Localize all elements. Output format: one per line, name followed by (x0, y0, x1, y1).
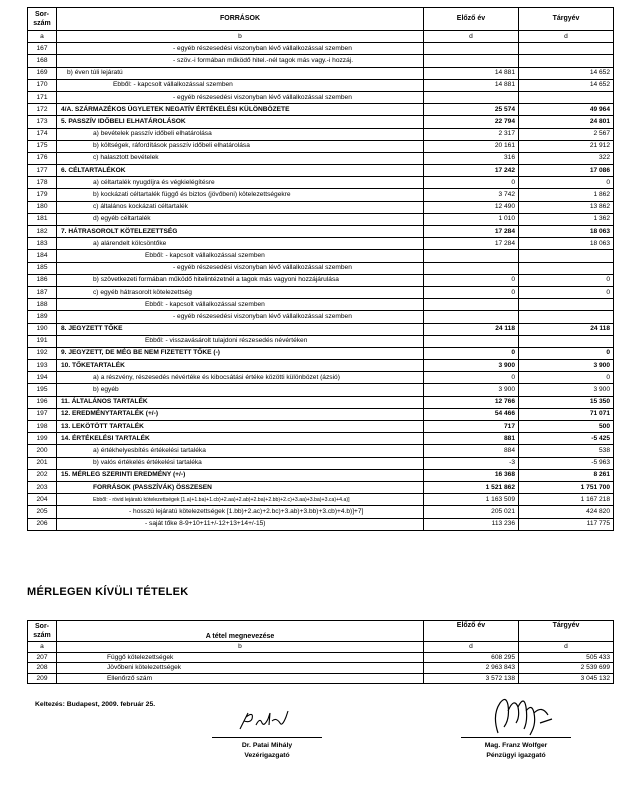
current-year-value (519, 299, 614, 311)
current-year-value: 1 862 (519, 189, 614, 201)
current-year-value (519, 250, 614, 262)
row-description: d) egyéb céltartalék (57, 213, 424, 225)
row-description: 14. ÉRTÉKELÉSI TARTALÉK (57, 433, 424, 445)
row-description: 5. PASSZÍV IDŐBELI ELHATÁROLÁSOK (57, 116, 424, 128)
row-description: Ebből: - kapcsolt vállalkozással szemben (57, 250, 424, 262)
table-row (28, 152, 614, 164)
row-number: 208 (28, 663, 57, 674)
row-number: 183 (28, 238, 57, 250)
previous-year-value: 1 163 509 (424, 494, 519, 506)
table-row (28, 165, 614, 177)
signer-name: Dr. Patai Mihály (241, 742, 293, 749)
current-year-value: 1 362 (519, 213, 614, 225)
table-row (28, 347, 614, 359)
current-year-value: 0 (519, 274, 614, 286)
current-year-value: 0 (519, 372, 614, 384)
row-number: 186 (28, 274, 57, 286)
row-number: 175 (28, 140, 57, 152)
row-description: Ebből: - kapcsolt vállalkozással szemben (57, 299, 424, 311)
previous-year-value: 3 900 (424, 384, 519, 396)
row-number: 180 (28, 201, 57, 213)
previous-year-value: 0 (424, 286, 519, 298)
current-year-value: 3 045 132 (519, 673, 614, 684)
row-number: 194 (28, 372, 57, 384)
row-description: 6. CÉLTARTALÉKOK (57, 165, 424, 177)
previous-year-value: 54 466 (424, 408, 519, 420)
previous-year-value: 0 (424, 177, 519, 189)
previous-year-value: 0 (424, 274, 519, 286)
row-description: a) a részvény, részesedés névértéke és kibocsátási értéke közötti különbözet (ázsió) (57, 372, 424, 384)
previous-year-value: 2 317 (424, 128, 519, 140)
row-description: - egyéb részesedési viszonyban lévő vállalkozással szemben (57, 43, 424, 55)
current-year-value: 3 900 (519, 360, 614, 372)
current-year-value: 71 071 (519, 408, 614, 420)
current-year-value: 3 900 (519, 384, 614, 396)
row-description: b) éven túli lejáratú (57, 67, 424, 79)
table-row (28, 67, 614, 79)
row-description: FORRÁSOK (PASSZÍVÁK) ÖSSZESEN (57, 481, 424, 493)
current-year-header: Tárgyév (519, 8, 614, 31)
previous-year-value: 2 963 843 (424, 663, 519, 674)
current-year-value: 14 652 (519, 67, 614, 79)
table-row (28, 91, 614, 103)
table-row (28, 213, 614, 225)
previous-year-value: 608 295 (424, 652, 519, 663)
row-number: 207 (28, 652, 57, 663)
row-number: 178 (28, 177, 57, 189)
current-year-value: 21 912 (519, 140, 614, 152)
row-number: 202 (28, 469, 57, 481)
current-year-value (519, 91, 614, 103)
row-number: 177 (28, 165, 57, 177)
table-row (28, 663, 614, 674)
signature-block-2 (461, 737, 571, 761)
table-row (28, 226, 614, 238)
current-year-value: 15 350 (519, 396, 614, 408)
row-description: Ebből: - rövid lejáratú kötelezettségek [1.a)+1.ba)+1.cb)+2.aa)+2.ab)+2.ba)+2.bb)+2.c)+3.aa)+3.ba)+3.ca)+4.a)] (57, 494, 424, 506)
previous-year-value: 205 021 (424, 506, 519, 518)
table-row (28, 421, 614, 433)
table-row (28, 286, 614, 298)
table-row (28, 177, 614, 189)
row-number: 169 (28, 67, 57, 79)
previous-year-value: 316 (424, 152, 519, 164)
current-year-value: 2 567 (519, 128, 614, 140)
row-number: 182 (28, 226, 57, 238)
table-row (28, 274, 614, 286)
previous-year-value: 22 794 (424, 116, 519, 128)
row-description: 4/A. SZÁRMAZÉKOS ÜGYLETEK NEGATÍV ÉRTÉKELÉSI KÜLÖNBÖZETE (57, 104, 424, 116)
table-row (28, 372, 614, 384)
row-number: 206 (28, 518, 57, 530)
previous-year-value: 14 881 (424, 79, 519, 91)
current-year-value: 14 652 (519, 79, 614, 91)
current-year-header: Tárgyév (519, 621, 614, 642)
row-number: 187 (28, 286, 57, 298)
row-description: 13. LEKÖTÖTT TARTALÉK (57, 421, 424, 433)
table-row (28, 652, 614, 663)
row-number: 203 (28, 481, 57, 493)
row-description: 11. ÁLTALÁNOS TARTALÉK (57, 396, 424, 408)
row-description: - egyéb részesedési viszonyban lévő vállalkozással szemben (57, 311, 424, 323)
row-number-header: Sor- szám (28, 8, 57, 31)
row-number: 198 (28, 421, 57, 433)
row-number: 185 (28, 262, 57, 274)
row-description: - hosszú lejáratú kötelezettségek [1.bb)+2.ac)+2.bc)+3.ab)+3.bb)+3.cb)+4.b)]+7] (57, 506, 424, 518)
current-year-value: 17 086 (519, 165, 614, 177)
previous-year-value: 881 (424, 433, 519, 445)
row-description: Ellenőrző szám (57, 673, 424, 684)
table-row (28, 104, 614, 116)
current-year-value: 24 118 (519, 323, 614, 335)
table-row (28, 360, 614, 372)
column-code: a (28, 31, 57, 43)
current-year-value: -5 963 (519, 457, 614, 469)
row-number: 209 (28, 673, 57, 684)
previous-year-header: Előző év (424, 8, 519, 31)
table-row (28, 335, 614, 347)
previous-year-value: 17 284 (424, 226, 519, 238)
column-code: d (424, 31, 519, 43)
current-year-value (519, 262, 614, 274)
current-year-value: 500 (519, 421, 614, 433)
row-description: Ebből: - visszavásárolt tulajdoni részesedés névértéken (57, 335, 424, 347)
previous-year-value: 884 (424, 445, 519, 457)
row-description: a) alárendelt kölcsöntőke (57, 238, 424, 250)
row-number: 171 (28, 91, 57, 103)
row-number: 168 (28, 55, 57, 67)
current-year-value: 424 820 (519, 506, 614, 518)
row-description: - szöv.-i formában működő hitel.-nél tagok más vagy.-i hozzáj. (57, 55, 424, 67)
row-description: a) értékhelyesbítés értékelési tartaléka (57, 445, 424, 457)
row-number: 199 (28, 433, 57, 445)
previous-year-value (424, 262, 519, 274)
previous-year-value: 1 010 (424, 213, 519, 225)
current-year-value: 18 063 (519, 226, 614, 238)
row-number: 197 (28, 408, 57, 420)
current-year-value (519, 55, 614, 67)
row-number: 200 (28, 445, 57, 457)
table-row (28, 311, 614, 323)
previous-year-value (424, 55, 519, 67)
signature-line (212, 737, 322, 738)
row-description: 12. EREDMÉNYTARTALÉK (+/-) (57, 408, 424, 420)
row-number: 190 (28, 323, 57, 335)
previous-year-value: 1 521 862 (424, 481, 519, 493)
table-header-row (28, 8, 614, 31)
previous-year-value: 3 742 (424, 189, 519, 201)
previous-year-value: 717 (424, 421, 519, 433)
previous-year-value: 0 (424, 372, 519, 384)
current-year-value: -5 425 (519, 433, 614, 445)
row-number: 179 (28, 189, 57, 201)
date-line: Keltezés: Budapest, 2009. február 25. (35, 701, 156, 708)
table-row (28, 128, 614, 140)
column-code: d (519, 642, 614, 653)
signature-wolfger-image (488, 693, 558, 737)
row-description: b) kockázati céltartalék függő és biztos (jövőbeni) kötelezettségekre (57, 189, 424, 201)
row-number: 204 (28, 494, 57, 506)
table-row (28, 457, 614, 469)
previous-year-value (424, 335, 519, 347)
table-row (28, 262, 614, 274)
current-year-value: 117 775 (519, 518, 614, 530)
column-code: d (424, 642, 519, 653)
previous-year-value: 0 (424, 347, 519, 359)
current-year-value: 0 (519, 347, 614, 359)
row-number: 193 (28, 360, 57, 372)
signature-patai-image (236, 707, 296, 735)
table-row (28, 79, 614, 91)
row-number: 184 (28, 250, 57, 262)
row-description: b) szövetkezeti formában működő hitelintézetnél a tagok más vagyoni hozzájárulása (57, 274, 424, 286)
current-year-value (519, 335, 614, 347)
previous-year-value: 17 284 (424, 238, 519, 250)
row-description: b) valós értékelés értékelési tartaléka (57, 457, 424, 469)
previous-year-value: 25 574 (424, 104, 519, 116)
table-row (28, 189, 614, 201)
table-row (28, 250, 614, 262)
row-number: 172 (28, 104, 57, 116)
previous-year-value (424, 311, 519, 323)
previous-year-value (424, 43, 519, 55)
current-year-value: 18 063 (519, 238, 614, 250)
off-balance-title: MÉRLEGEN KÍVÜLI TÉTELEK (27, 586, 189, 598)
off-balance-table (27, 620, 614, 684)
previous-year-value: 3 572 138 (424, 673, 519, 684)
previous-year-value (424, 299, 519, 311)
forrasok-table (27, 7, 614, 531)
row-number: 173 (28, 116, 57, 128)
previous-year-value: 20 161 (424, 140, 519, 152)
row-description: - egyéb részesedési viszonyban lévő vállalkozással szemben (57, 91, 424, 103)
current-year-value: 505 433 (519, 652, 614, 663)
previous-year-value: 12 490 (424, 201, 519, 213)
previous-year-value: 24 118 (424, 323, 519, 335)
previous-year-value: 16 368 (424, 469, 519, 481)
description-header: A tétel megnevezése (57, 621, 424, 642)
row-description: a) céltartalék nyugdíjra és végkielégítésre (57, 177, 424, 189)
table-row (28, 201, 614, 213)
table-row (28, 238, 614, 250)
row-description: - egyéb részesedési viszonyban lévő vállalkozással szemben (57, 262, 424, 274)
row-description: Függő kötelezettségek (57, 652, 424, 663)
current-year-value (519, 311, 614, 323)
row-number: 192 (28, 347, 57, 359)
current-year-value: 2 539 699 (519, 663, 614, 674)
row-number: 174 (28, 128, 57, 140)
column-code: b (57, 642, 424, 653)
row-number: 176 (28, 152, 57, 164)
row-number: 188 (28, 299, 57, 311)
signer-title: Vezérigazgató (244, 752, 290, 759)
current-year-value: 0 (519, 177, 614, 189)
signer-title: Pénzügyi igazgató (486, 752, 546, 759)
current-year-value: 8 261 (519, 469, 614, 481)
previous-year-value: 3 900 (424, 360, 519, 372)
row-description: Ebből: - kapcsolt vállalkozással szemben (57, 79, 424, 91)
table-row (28, 433, 614, 445)
row-description: Jövőbeni kötelezettségek (57, 663, 424, 674)
current-year-value (519, 43, 614, 55)
row-description: 9. JEGYZETT, DE MÉG BE NEM FIZETETT TŐKE (-) (57, 347, 424, 359)
row-description: a) bevételek passzív időbeli elhatárolása (57, 128, 424, 140)
row-number: 205 (28, 506, 57, 518)
row-description: 10. TŐKETARTALÉK (57, 360, 424, 372)
row-description: c) általános kockázati céltartalék (57, 201, 424, 213)
table-row (28, 384, 614, 396)
table-row (28, 55, 614, 67)
current-year-value: 13 862 (519, 201, 614, 213)
previous-year-value (424, 250, 519, 262)
row-description: b) egyéb (57, 384, 424, 396)
current-year-value: 538 (519, 445, 614, 457)
signer-name: Mag. Franz Wolfger (484, 742, 548, 749)
table-row (28, 469, 614, 481)
table-header-row (28, 621, 614, 642)
previous-year-value (424, 91, 519, 103)
row-number: 181 (28, 213, 57, 225)
current-year-value: 1 167 218 (519, 494, 614, 506)
current-year-value: 1 751 700 (519, 481, 614, 493)
row-number: 201 (28, 457, 57, 469)
table-row (28, 445, 614, 457)
table-row (28, 323, 614, 335)
table-row (28, 494, 614, 506)
row-number: 195 (28, 384, 57, 396)
current-year-value: 0 (519, 286, 614, 298)
table-row (28, 43, 614, 55)
previous-year-value: 12 766 (424, 396, 519, 408)
row-description: 15. MÉRLEG SZERINTI EREDMÉNY (+/-) (57, 469, 424, 481)
table-row (28, 481, 614, 493)
signature-block-1 (212, 737, 322, 761)
row-description: 8. JEGYZETT TŐKE (57, 323, 424, 335)
previous-year-value: 113 236 (424, 518, 519, 530)
previous-year-value: 14 881 (424, 67, 519, 79)
previous-year-value: 17 242 (424, 165, 519, 177)
row-number: 196 (28, 396, 57, 408)
table-row (28, 506, 614, 518)
current-year-value: 24 801 (519, 116, 614, 128)
column-code: a (28, 642, 57, 653)
column-code: b (57, 31, 424, 43)
table-row (28, 140, 614, 152)
row-description: 7. HÁTRASOROLT KÖTELEZETTSÉG (57, 226, 424, 238)
row-description: c) egyéb hátrasorolt kötelezettség (57, 286, 424, 298)
row-number: 191 (28, 335, 57, 347)
current-year-value: 322 (519, 152, 614, 164)
row-description: b) költségek, ráfordítások passzív időbeli elhatárolása (57, 140, 424, 152)
previous-year-value: -3 (424, 457, 519, 469)
row-description: - saját tőke 8-9+10+11+/-12+13+14+/-15) (57, 518, 424, 530)
column-code-row (28, 31, 614, 43)
signature-line (461, 737, 571, 738)
table-row (28, 299, 614, 311)
previous-year-header: Előző év (424, 621, 519, 642)
row-number: 167 (28, 43, 57, 55)
row-number-header: Sor- szám (28, 621, 57, 642)
current-year-value: 49 964 (519, 104, 614, 116)
column-code: d (519, 31, 614, 43)
table-row (28, 518, 614, 530)
row-number: 170 (28, 79, 57, 91)
column-code-row (28, 642, 614, 653)
table-row (28, 408, 614, 420)
table-row (28, 673, 614, 684)
table-row (28, 116, 614, 128)
table-row (28, 396, 614, 408)
row-description: c) halasztott bevételek (57, 152, 424, 164)
row-number: 189 (28, 311, 57, 323)
description-header: FORRÁSOK (57, 8, 424, 31)
